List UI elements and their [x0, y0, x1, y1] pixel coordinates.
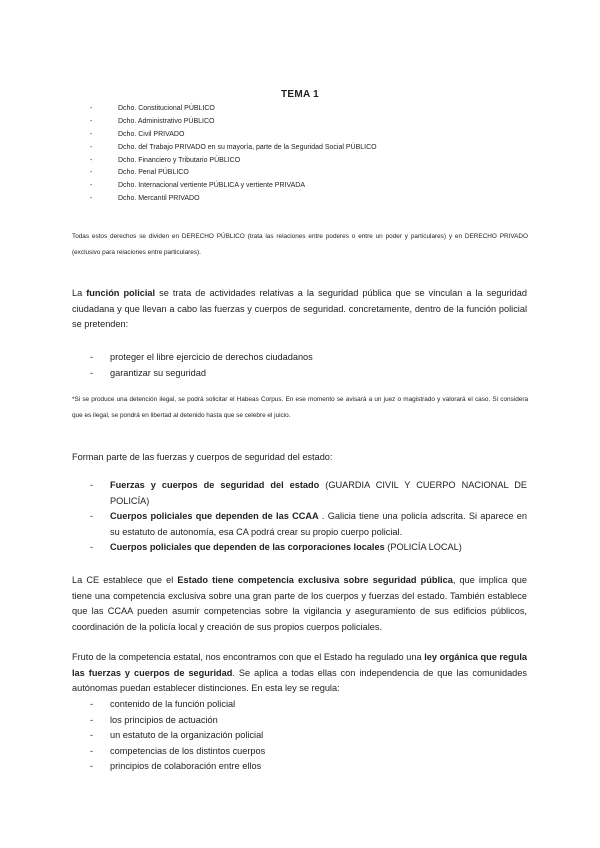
page-title: TEMA 1	[280, 89, 320, 100]
law-branches-list	[90, 103, 530, 206]
list-item-text: proteger el libre ejercicio de derechos ciudadanos	[110, 352, 313, 362]
regulates-list	[90, 697, 530, 775]
list-item-text: Dcho. Internacional vertiente PÚBLICA y vertiente PRIVADA	[118, 182, 306, 190]
bold-term: función policial	[86, 288, 156, 298]
paragraph-organic-law: Fruto de la competencia estatal, nos encontramos con que el Estado ha regulado una ley orgánica que regula las fuerzas y cuerpos de seguridad. Se aplica a todas ellas con independencia de que las comunidades autónomas puedan establecer distinciones. En esta ley se regula:	[72, 652, 528, 694]
list-item-text: Dcho. Mercantil PRIVADO	[118, 195, 200, 203]
list-item-text: Dcho. Civil PRIVADO	[118, 130, 185, 138]
list-dash: -	[90, 699, 94, 709]
list-item-text: los principios de actuación	[110, 714, 218, 725]
paragraph-forces-intro: Forman parte de las fuerzas y cuerpos de seguridad del estado:	[72, 452, 333, 462]
list-dash: -	[90, 156, 93, 164]
list-dash: -	[90, 105, 93, 112]
list-dash: -	[90, 130, 93, 138]
list-dash: -	[90, 511, 94, 522]
paragraph-state-competence: La CE establece que el Estado tiene competencia exclusiva sobre seguridad pública, que implica que tiene una competencia exclusiva sobre una gran parte de los cuerpos y fuerzas del estado. También establece que las CCAA pueden asumir competencias sobre la vigilancia y aseguramiento de sus edificios públicos, coordinación de la policía local y creación de sus propios cuerpos policiales.	[72, 575, 527, 632]
list-dash: -	[90, 143, 93, 151]
list-item-text: Dcho. del Trabajo PRIVADO en su mayoría, parte de la Seguridad Social PÚBLICO	[118, 143, 377, 151]
list-item-text: Dcho. Penal PÚBLICO	[118, 169, 189, 177]
list-dash: -	[90, 542, 94, 553]
list-item: - Fuerzas y cuerpos de seguridad del estado (GUARDIA CIVIL Y CUERPO NACIONAL DE POLICÍA)	[90, 480, 528, 506]
list-item	[90, 116, 530, 129]
list-item	[90, 103, 530, 116]
list-dash: -	[90, 761, 94, 772]
list-item: - Cuerpos policiales que dependen de las CCAA . Galicia tiene una policía adscrita. Si aparece en su estatuto de autonomía, esa CA podrá crear su propio cuerpo policial.	[90, 511, 527, 537]
list-item	[90, 713, 530, 729]
list-item-text: contenido de la función policial	[110, 699, 236, 709]
list-dash: -	[90, 367, 94, 378]
list-item-text: Dcho. Financiero y Tributario PÚBLICO	[118, 156, 241, 164]
list-dash: -	[90, 714, 94, 725]
aims-list	[90, 350, 530, 381]
list-item-text: Dcho. Administrativo PÚBLICO	[118, 117, 215, 125]
bold-term: Estado tiene competencia exclusiva sobre seguridad pública	[177, 575, 453, 585]
paragraph-police-function: La función policial se trata de actividades relativas a la seguridad pública que se vinculan a la seguridad ciudadana y que llevan a cabo las fuerzas y cuerpos de seguridad. concretamente, dentro de la función policial se pretenden:	[72, 288, 527, 330]
list-item	[90, 167, 530, 180]
list-item-text: un estatuto de la organización policial	[110, 730, 264, 741]
list-item	[90, 193, 530, 206]
bold-term: Cuerpos policiales que dependen de las CCAA	[110, 511, 319, 522]
list-item	[90, 142, 530, 155]
list-item	[90, 759, 530, 775]
list-dash: -	[90, 195, 93, 203]
list-item	[90, 129, 530, 142]
list-item	[90, 350, 530, 366]
list-dash: -	[90, 730, 94, 741]
list-dash: -	[90, 182, 93, 190]
list-item	[90, 728, 530, 744]
list-dash: -	[90, 480, 94, 490]
list-item-text: competencias de los distintos cuerpos	[110, 745, 266, 756]
list-item	[90, 697, 530, 713]
list-item	[90, 155, 530, 168]
forces-list	[90, 478, 527, 556]
list-item-text: principios de colaboración entre ellos	[110, 761, 262, 772]
list-item	[90, 366, 530, 382]
list-item	[90, 744, 530, 760]
note-habeas-corpus: *Si se produce una detención ilegal, se podrá solicitar el Habeas Corpus. En ese momento se avisará a un juez o magistrado y valorará el caso. Si considera que es ilegal, se pondrá en libertad al detenido hasta que se celebre el juicio.	[72, 396, 528, 419]
list-dash: -	[90, 352, 94, 362]
list-item: - Cuerpos policiales que dependen de las corporaciones locales (POLICÍA LOCAL)	[90, 540, 527, 556]
list-dash: -	[90, 117, 93, 125]
list-item-text: Dcho. Constitucional PÚBLICO	[118, 105, 215, 112]
bold-term: Fuerzas y cuerpos de seguridad del estado	[110, 480, 320, 490]
bold-term: ley orgánica que regula las fuerzas y cuerpos de seguridad	[72, 652, 528, 678]
note-public-private: Todas estos derechos se dividen en DERECHO PÚBLICO (trata las relaciones entre poderes o entre un poder y particulares) y en DERECHO PRIVADO (exclusivo para relaciones entre particulares).	[72, 233, 528, 256]
list-dash: -	[90, 745, 94, 756]
list-dash: -	[90, 169, 93, 177]
bold-term: Cuerpos policiales que dependen de las corporaciones locales	[110, 542, 385, 553]
list-item-text: garantizar su seguridad	[110, 367, 207, 378]
list-item	[90, 180, 530, 193]
